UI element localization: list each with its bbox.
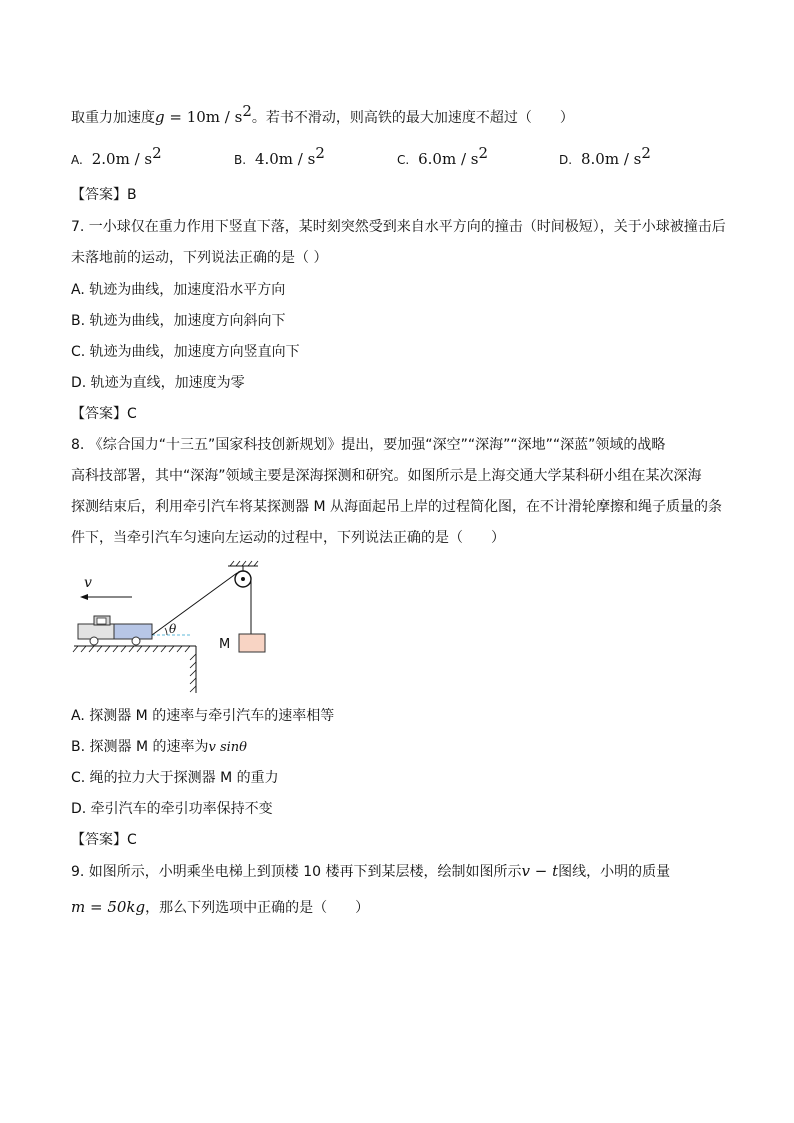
truck-window [97,618,106,624]
q7-stem-line1: 7. 一小球仅在重力作用下竖直下落，某时刻突然受到来自水平方向的撞击（时间极短），关于小球被撞击后 [71,219,726,235]
probe-label: M [219,637,231,652]
q6-stem-pre: 取重力加速度 [71,110,155,126]
q8-stem-line3: 探测结束后，利用牵引汽车将某探测器 M 从海面起吊上岸的过程简化图，在不计滑轮摩擦和绳子质量的条 [71,499,722,515]
theta-arc [165,628,167,635]
q6-option-c [397,144,489,169]
q8-option-c: C. 绳的拉力大于探测器 M 的重力 [71,770,279,786]
q6-option-a [71,144,162,169]
truck-cab [78,624,114,639]
q8-option-b-text: B. 探测器 M 的速率为 [71,739,209,755]
theta-label: θ [169,622,177,636]
q8-option-d: D. 牵引汽车的牵引功率保持不变 [71,801,273,817]
q7-answer: 【答案】C [71,406,137,422]
q7-option-a: A. 轨迹为曲线，加速度沿水平方向 [71,282,286,298]
truck-bed [114,624,152,639]
q6-option-d-value: 8.0m / s [580,150,642,168]
q6-option-d-label: D. [559,153,573,167]
q6-g-exp: 2 [242,102,252,120]
pulley-axle [241,577,245,581]
probe-box [239,634,265,652]
q6-g-value: = 10m / s [164,108,243,126]
q8-stem-line4: 件下，当牵引汽车匀速向左运动的过程中，下列说法正确的是（ ） [71,530,505,546]
q8-option-b [71,738,247,757]
q8-option-a: A. 探测器 M 的速率与牵引汽车的速率相等 [71,708,335,724]
q9-stem-line2-post: ，那么下列选项中正确的是（ ） [145,900,370,916]
q9-stem-line2 [71,898,369,917]
q9-vt-math: v − t [521,862,559,880]
q6-option-b-exp: 2 [315,144,325,162]
tow-truck [78,616,152,645]
q6-stem-post: 。若书不滑动，则高铁的最大加速度不超过（ ） [251,110,574,126]
q9-stem-line1-pre: 9. 如图所示，小明乘坐电梯上到顶楼 10 楼再下到某层楼，绘制如图所示 [71,864,522,880]
q6-option-a-value: 2.0m / s [91,150,153,168]
q6-option-d [559,144,651,169]
ground-hatch [73,646,196,692]
q8-pulley-diagram [70,560,300,695]
ceiling-hatch [230,561,258,566]
q6-answer: 【答案】B [71,187,137,203]
q8-stem-line2: 高科技部署，其中“深海”领域主要是深海探测和研究。如图所示是上海交通大学某科研小组在某次深海 [71,468,702,484]
q9-stem-line1-post: 图线，小明的质量 [558,864,671,880]
q9-mass-math: m = 50kg [71,898,146,916]
q6-option-a-label: A. [71,153,83,167]
rope-slanted [152,573,237,635]
q8-stem-line1: 8. 《综合国力“十三五”国家科技创新规划》提出，要加强“深空”“深海”“深地”“深蓝”领域的战略 [71,437,666,453]
q6-option-a-exp: 2 [152,144,162,162]
q6-stem [71,102,574,127]
q6-option-c-exp: 2 [478,144,489,162]
truck-rear-wheel [132,637,140,645]
q7-option-d: D. 轨迹为直线，加速度为零 [71,375,245,391]
q7-option-c: C. 轨迹为曲线，加速度方向竖直向下 [71,344,300,360]
velocity-label: v [84,575,92,591]
q7-stem-line2: 未落地前的运动，下列说法正确的是（ ） [71,250,328,266]
q6-option-b [234,144,325,169]
q6-option-d-exp: 2 [641,144,651,162]
q6-option-c-label: C. [397,153,410,167]
q6-option-b-value: 4.0m / s [254,150,316,168]
q9-stem-line1 [71,862,670,881]
q8-answer: 【答案】C [71,832,137,848]
velocity-arrowhead [80,594,88,600]
q6-option-c-value: 6.0m / s [418,150,479,168]
q7-option-b: B. 轨迹为曲线，加速度方向斜向下 [71,313,286,329]
q6-g-symbol: g [155,108,165,126]
q8-option-b-math: v sinθ [208,740,247,755]
truck-front-wheel [90,637,98,645]
q6-option-b-label: B. [234,153,247,167]
